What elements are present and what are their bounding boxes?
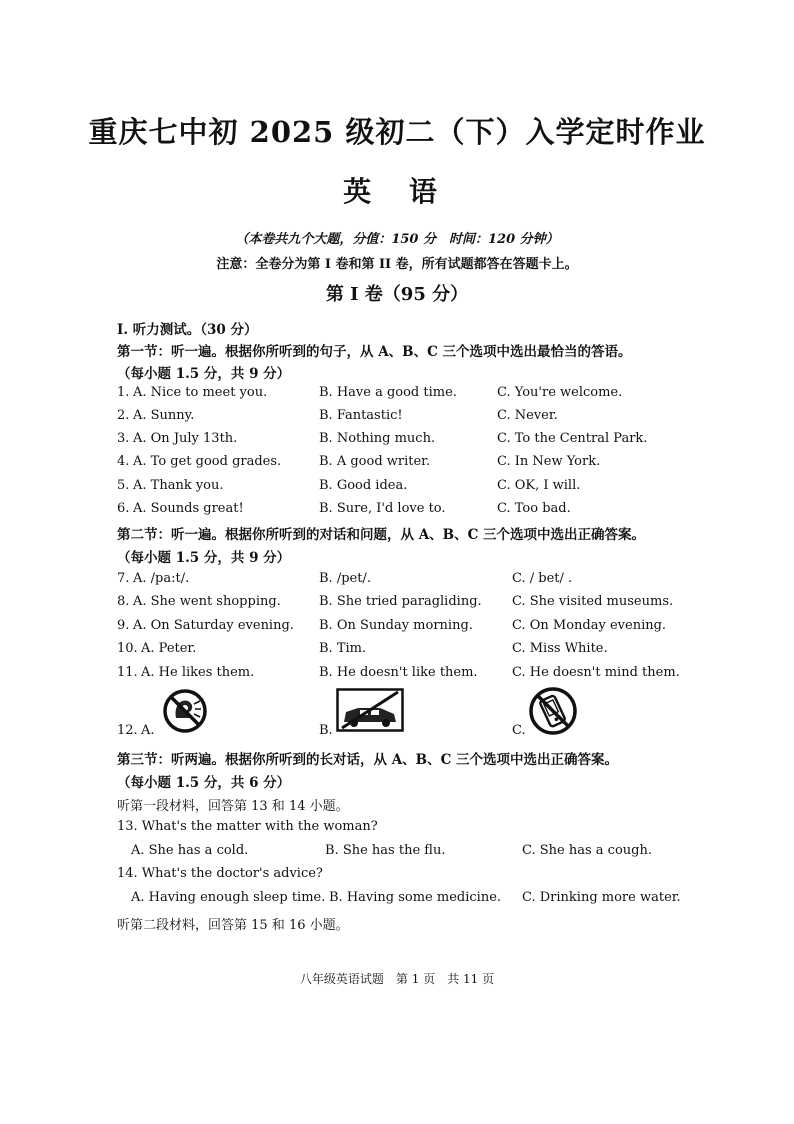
option-b: B. Have a good time. (319, 385, 457, 400)
option-c: C. OK, I will. (497, 478, 581, 493)
option-b: B. Having some medicine. (329, 890, 502, 905)
option-a: A. Having enough sleep time. (131, 890, 326, 905)
section1-instruction: 第一节：听一遍。根据你所听到的句子，从 A、B、C 三个选项中选出最恰当的答语。 (117, 344, 632, 360)
option-a: A. /pa:t/. (133, 571, 190, 586)
question-number: 1. (117, 385, 130, 400)
option-b: B. Nothing much. (319, 431, 436, 446)
option-c: C. Too bad. (497, 501, 571, 516)
question-number: 5. (117, 478, 130, 493)
option-b: B. (319, 723, 333, 738)
volume-title: 第 I 卷（95 分） (325, 284, 469, 305)
option-b: B. Good idea. (319, 478, 408, 493)
question-number: 9. (117, 618, 130, 633)
question-number: 2. (117, 408, 130, 423)
option-a: A. She has a cold. (131, 843, 249, 858)
option-a: A. Peter. (141, 641, 197, 656)
exam-note: 注意：全卷分为第 I 卷和第 II 卷，所有试题都答在答题卡上。 (216, 257, 578, 272)
option-c: C. He doesn't mind them. (512, 665, 680, 680)
section3-score: （每小题 1.5 分，共 6 分） (117, 775, 291, 791)
option-c: C. Miss White. (512, 641, 608, 656)
question-number: 4. (117, 454, 130, 469)
option-a: A. On Saturday evening. (133, 618, 294, 633)
option-a: A. On July 13th. (133, 431, 238, 446)
option-b: B. A good writer. (319, 454, 431, 469)
section1-score: （每小题 1.5 分，共 9 分） (117, 366, 291, 382)
option-a: A. She went shopping. (133, 594, 281, 609)
no-noise-sign-icon (162, 688, 208, 734)
option-a: A. To get good grades. (133, 454, 282, 469)
option-b: B. She tried paragliding. (319, 594, 482, 609)
option-c: C. On Monday evening. (512, 618, 667, 633)
option-b: B. On Sunday morning. (319, 618, 473, 633)
section2-instruction: 第二节：听一遍。根据你所听到的对话和问题，从 A、B、C 三个选项中选出正确答案。 (117, 527, 646, 543)
question-number: 3. (117, 431, 130, 446)
page-title: 重庆七中初 2025 级初二（下）入学定时作业 (88, 115, 706, 149)
section3-instruction: 第三节：听两遍。根据你所听到的长对话，从 A、B、C 三个选项中选出正确答案。 (117, 752, 619, 768)
no-car-sign-icon (336, 688, 404, 732)
option-c: C. You're welcome. (497, 385, 623, 400)
material1-note: 听第一段材料，回答第 13 和 14 小题。 (117, 799, 349, 814)
option-c: C. To the Central Park. (497, 431, 648, 446)
option-b: B. Fantastic! (319, 408, 403, 423)
no-phone-sign-icon (527, 685, 579, 737)
option-b: B. Sure, I'd love to. (319, 501, 446, 516)
option-a: A. (141, 723, 155, 738)
option-b: B. Tim. (319, 641, 367, 656)
exam-info: （本卷共九个大题，分值：150 分 时间：120 分钟） (235, 232, 559, 247)
option-c: C. In New York. (497, 454, 601, 469)
question-number: 10. (117, 641, 138, 656)
section2-score: （每小题 1.5 分，共 9 分） (117, 550, 291, 566)
option-b: B. He doesn't like them. (319, 665, 478, 680)
question-number: 12. (117, 723, 138, 738)
page-footer: 八年级英语试题 第 1 页 共 11 页 (299, 972, 495, 986)
question-number: 8. (117, 594, 130, 609)
subject-title: 英 语 (343, 175, 451, 208)
question-number: 6. (117, 501, 130, 516)
material2-note: 听第二段材料，回答第 15 和 16 小题。 (117, 918, 349, 933)
part-title: I. 听力测试。（30 分） (117, 322, 258, 338)
option-b: B. She has the flu. (325, 843, 446, 858)
option-c: C. She has a cough. (522, 843, 652, 858)
option-c: C. Drinking more water. (522, 890, 681, 905)
option-c: C. Never. (497, 408, 558, 423)
question-number: 7. (117, 571, 130, 586)
question-number: 11. (117, 665, 138, 680)
question-14-stem: 14. What's the doctor's advice? (117, 866, 323, 881)
option-c: C. She visited museums. (512, 594, 674, 609)
option-a: A. Thank you. (133, 478, 224, 493)
question-13-stem: 13. What's the matter with the woman? (117, 819, 378, 834)
option-b: B. /pet/. (319, 571, 371, 586)
option-a: A. Sunny. (133, 408, 195, 423)
option-c: C. / bet/ . (512, 571, 573, 586)
option-a: A. Sounds great! (133, 501, 244, 516)
option-c: C. (512, 723, 526, 738)
option-a: A. He likes them. (141, 665, 255, 680)
option-a: A. Nice to meet you. (133, 385, 268, 400)
